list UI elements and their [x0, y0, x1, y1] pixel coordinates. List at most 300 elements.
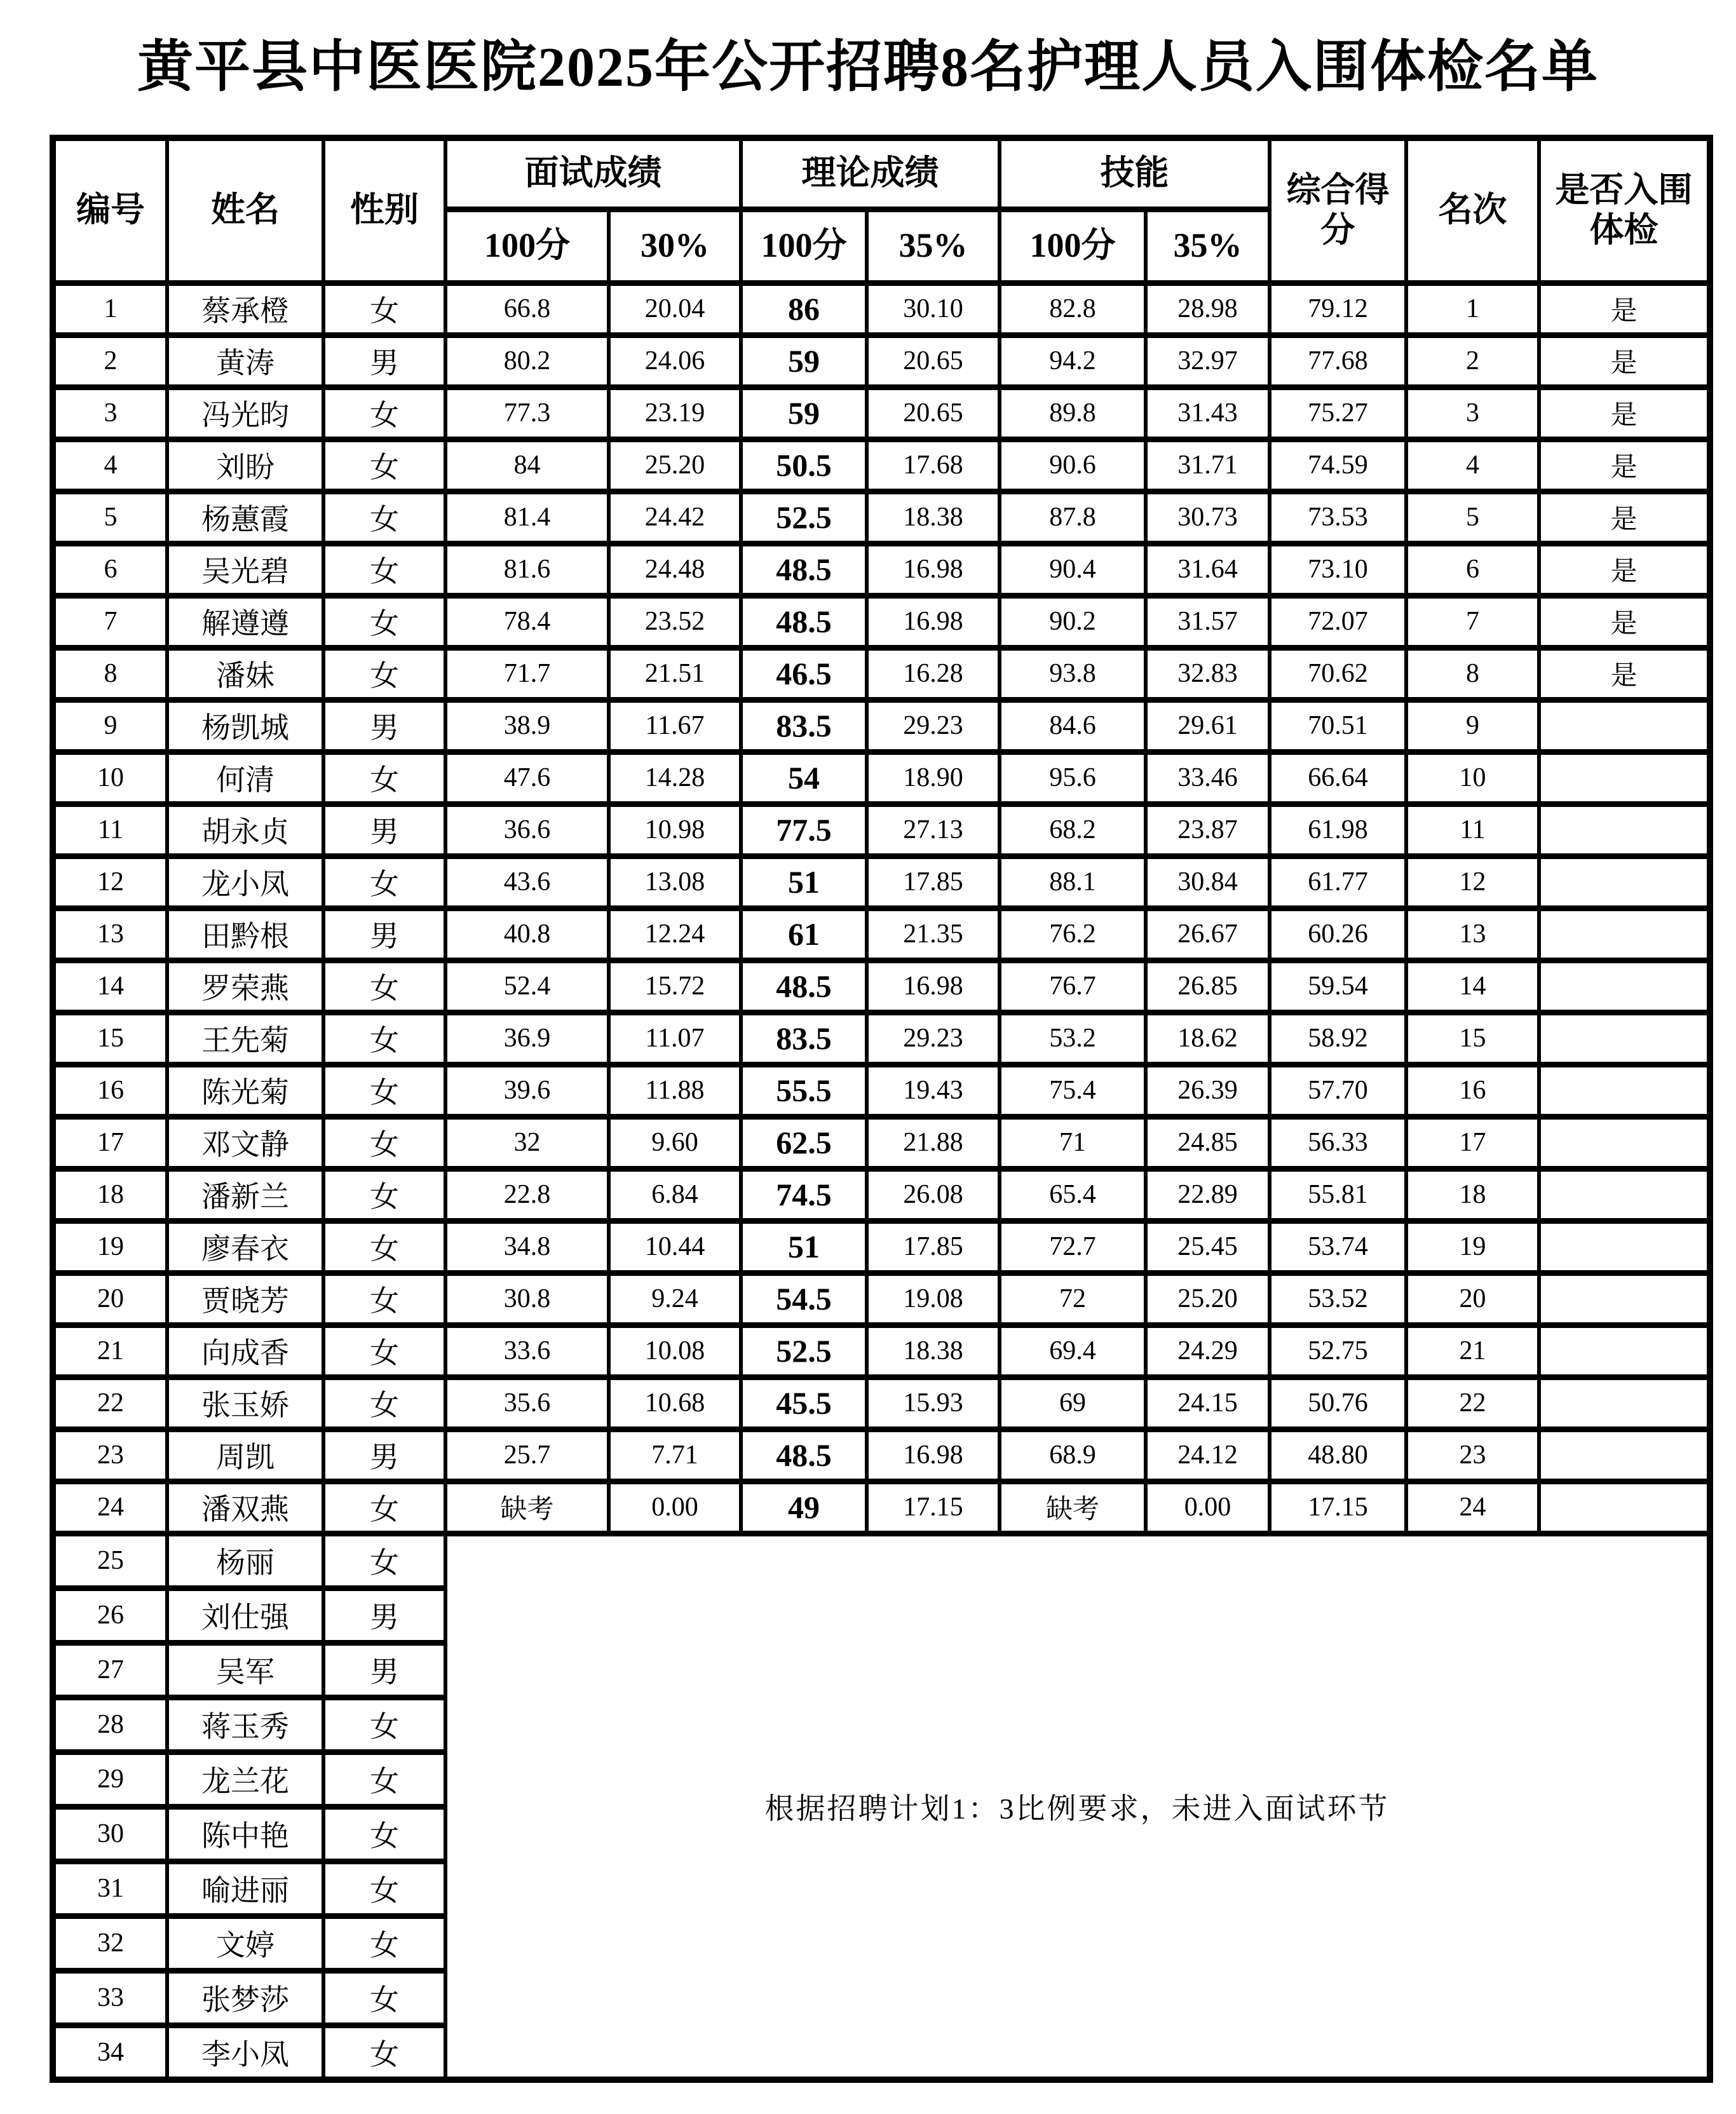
interview-score: 81.4	[445, 491, 609, 543]
interview-score: 32	[445, 1116, 609, 1169]
skill-weighted: 25.45	[1146, 1221, 1270, 1273]
rank-cell: 15	[1406, 1012, 1539, 1064]
theory-score: 54.5	[741, 1273, 867, 1325]
skill-weighted: 26.67	[1146, 908, 1270, 960]
rank-cell: 12	[1406, 856, 1539, 908]
candidate-name: 何清	[167, 752, 323, 804]
interview-score: 43.6	[445, 856, 609, 908]
theory-weighted: 16.98	[867, 960, 1000, 1012]
gender-cell: 男	[323, 1429, 445, 1481]
skill-score: 53.2	[1000, 1012, 1146, 1064]
gender-cell: 女	[323, 387, 445, 439]
candidate-name: 田黔根	[167, 908, 323, 960]
theory-weighted: 27.13	[867, 804, 1000, 856]
skill-score: 84.6	[1000, 700, 1146, 752]
theory-score: 51	[741, 856, 867, 908]
candidate-name: 张梦莎	[167, 1970, 323, 2025]
candidate-name: 王先菊	[167, 1012, 323, 1064]
table-row	[53, 856, 1710, 908]
shortlist-cell	[1539, 1221, 1710, 1273]
interview-weighted: 14.28	[609, 752, 741, 804]
theory-weighted: 29.23	[867, 700, 1000, 752]
row-no: 7	[53, 595, 167, 647]
interview-score: 84	[445, 439, 609, 491]
table-row	[53, 1116, 1710, 1169]
candidate-name: 陈光菊	[167, 1064, 323, 1116]
interview-score: 缺考	[445, 1481, 609, 1533]
table-row	[53, 491, 1710, 543]
total-score: 73.53	[1270, 491, 1406, 543]
table-row	[53, 1533, 1710, 1588]
theory-weighted: 19.43	[867, 1064, 1000, 1116]
interview-score: 38.9	[445, 700, 609, 752]
rank-cell: 19	[1406, 1221, 1539, 1273]
skill-score: 71	[1000, 1116, 1146, 1169]
skill-weighted: 32.83	[1146, 647, 1270, 700]
row-no: 9	[53, 700, 167, 752]
interview-weighted: 11.07	[609, 1012, 741, 1064]
row-no: 15	[53, 1012, 167, 1064]
shortlist-cell	[1539, 1064, 1710, 1116]
gender-cell: 女	[323, 1012, 445, 1064]
skill-score: 82.8	[1000, 283, 1146, 335]
interview-weighted: 13.08	[609, 856, 741, 908]
total-score: 59.54	[1270, 960, 1406, 1012]
gender-cell: 女	[323, 1970, 445, 2025]
theory-weighted: 17.15	[867, 1481, 1000, 1533]
total-score: 50.76	[1270, 1377, 1406, 1429]
interview-weighted: 21.51	[609, 647, 741, 700]
rank-cell: 6	[1406, 543, 1539, 595]
shortlist-cell	[1539, 1273, 1710, 1325]
skill-score: 94.2	[1000, 335, 1146, 387]
table-row	[53, 1064, 1710, 1116]
header-theory-full: 100分	[741, 209, 867, 283]
theory-score: 59	[741, 335, 867, 387]
row-no: 25	[53, 1533, 167, 1588]
interview-weighted: 7.71	[609, 1429, 741, 1481]
table-row	[53, 595, 1710, 647]
rank-cell: 22	[1406, 1377, 1539, 1429]
row-no: 1	[53, 283, 167, 335]
skill-score: 90.4	[1000, 543, 1146, 595]
skill-weighted: 26.85	[1146, 960, 1270, 1012]
shortlist-cell	[1539, 1116, 1710, 1169]
candidate-name: 张玉娇	[167, 1377, 323, 1429]
interview-score: 78.4	[445, 595, 609, 647]
skill-score: 68.9	[1000, 1429, 1146, 1481]
table-row	[53, 960, 1710, 1012]
gender-cell: 女	[323, 1533, 445, 1588]
interview-weighted: 10.68	[609, 1377, 741, 1429]
row-no: 16	[53, 1064, 167, 1116]
table-row	[53, 1273, 1710, 1325]
rank-cell: 11	[1406, 804, 1539, 856]
shortlist-cell	[1539, 908, 1710, 960]
candidate-name: 向成香	[167, 1325, 323, 1377]
header-theory-weight: 35%	[867, 209, 1000, 283]
shortlist-cell: 是	[1539, 283, 1710, 335]
gender-cell: 女	[323, 543, 445, 595]
interview-score: 35.6	[445, 1377, 609, 1429]
theory-weighted: 18.38	[867, 1325, 1000, 1377]
total-score: 61.77	[1270, 856, 1406, 908]
row-no: 28	[53, 1697, 167, 1752]
theory-score: 52.5	[741, 491, 867, 543]
total-score: 61.98	[1270, 804, 1406, 856]
theory-weighted: 16.28	[867, 647, 1000, 700]
gender-cell: 男	[323, 908, 445, 960]
skill-weighted: 32.97	[1146, 335, 1270, 387]
row-no: 34	[53, 2025, 167, 2080]
theory-weighted: 16.98	[867, 595, 1000, 647]
shortlist-cell: 是	[1539, 387, 1710, 439]
candidate-name: 廖春衣	[167, 1221, 323, 1273]
interview-weighted: 9.60	[609, 1116, 741, 1169]
skill-score: 72.7	[1000, 1221, 1146, 1273]
skill-weighted: 18.62	[1146, 1012, 1270, 1064]
table-row	[53, 283, 1710, 335]
table-row	[53, 387, 1710, 439]
skill-weighted: 23.87	[1146, 804, 1270, 856]
skill-score: 90.2	[1000, 595, 1146, 647]
skill-score: 69	[1000, 1377, 1146, 1429]
row-no: 17	[53, 1116, 167, 1169]
shortlist-cell: 是	[1539, 543, 1710, 595]
skill-score: 89.8	[1000, 387, 1146, 439]
shortlist-cell	[1539, 1325, 1710, 1377]
row-no: 32	[53, 1916, 167, 1970]
header-no: 编号	[53, 138, 167, 283]
row-no: 3	[53, 387, 167, 439]
interview-weighted: 24.42	[609, 491, 741, 543]
interview-score: 30.8	[445, 1273, 609, 1325]
table-row	[53, 439, 1710, 491]
interview-score: 25.7	[445, 1429, 609, 1481]
theory-weighted: 15.93	[867, 1377, 1000, 1429]
interview-weighted: 6.84	[609, 1169, 741, 1221]
total-score: 74.59	[1270, 439, 1406, 491]
rank-cell: 1	[1406, 283, 1539, 335]
shortlist-cell: 是	[1539, 491, 1710, 543]
rank-cell: 7	[1406, 595, 1539, 647]
skill-score: 76.7	[1000, 960, 1146, 1012]
shortlist-cell	[1539, 752, 1710, 804]
candidate-name: 潘双燕	[167, 1481, 323, 1533]
gender-cell: 女	[323, 283, 445, 335]
candidate-name: 龙小凤	[167, 856, 323, 908]
interview-score: 80.2	[445, 335, 609, 387]
gender-cell: 女	[323, 1377, 445, 1429]
interview-score: 66.8	[445, 283, 609, 335]
theory-weighted: 30.10	[867, 283, 1000, 335]
rank-cell: 8	[1406, 647, 1539, 700]
gender-cell: 女	[323, 1273, 445, 1325]
skill-weighted: 31.71	[1146, 439, 1270, 491]
row-no: 8	[53, 647, 167, 700]
shortlist-cell: 是	[1539, 335, 1710, 387]
skill-score: 90.6	[1000, 439, 1146, 491]
candidate-name: 吴军	[167, 1643, 323, 1697]
gender-cell: 男	[323, 1588, 445, 1643]
shortlist-cell	[1539, 1377, 1710, 1429]
skill-weighted: 25.20	[1146, 1273, 1270, 1325]
table-row	[53, 1429, 1710, 1481]
interview-weighted: 10.08	[609, 1325, 741, 1377]
interview-weighted: 12.24	[609, 908, 741, 960]
rank-cell: 14	[1406, 960, 1539, 1012]
total-score: 48.80	[1270, 1429, 1406, 1481]
row-no: 24	[53, 1481, 167, 1533]
total-score: 72.07	[1270, 595, 1406, 647]
interview-weighted: 25.20	[609, 439, 741, 491]
theory-weighted: 16.98	[867, 1429, 1000, 1481]
skill-weighted: 24.12	[1146, 1429, 1270, 1481]
theory-score: 46.5	[741, 647, 867, 700]
skill-weighted: 0.00	[1146, 1481, 1270, 1533]
candidate-name: 文婷	[167, 1916, 323, 1970]
skill-score: 88.1	[1000, 856, 1146, 908]
gender-cell: 女	[323, 2025, 445, 2080]
total-score: 53.52	[1270, 1273, 1406, 1325]
candidate-name: 喻进丽	[167, 1861, 323, 1916]
skill-score: 95.6	[1000, 752, 1146, 804]
interview-weighted: 20.04	[609, 283, 741, 335]
interview-score: 39.6	[445, 1064, 609, 1116]
row-no: 2	[53, 335, 167, 387]
table-row	[53, 752, 1710, 804]
row-no: 10	[53, 752, 167, 804]
candidate-name: 龙兰花	[167, 1752, 323, 1806]
header-total: 综合得分	[1270, 138, 1406, 283]
interview-weighted: 11.88	[609, 1064, 741, 1116]
theory-score: 49	[741, 1481, 867, 1533]
shortlist-cell	[1539, 700, 1710, 752]
total-score: 60.26	[1270, 908, 1406, 960]
interview-score: 47.6	[445, 752, 609, 804]
total-score: 73.10	[1270, 543, 1406, 595]
interview-score: 40.8	[445, 908, 609, 960]
skill-weighted: 33.46	[1146, 752, 1270, 804]
theory-score: 48.5	[741, 543, 867, 595]
rank-cell: 21	[1406, 1325, 1539, 1377]
candidate-name: 潘新兰	[167, 1169, 323, 1221]
gender-cell: 女	[323, 1325, 445, 1377]
rank-cell: 4	[1406, 439, 1539, 491]
row-no: 4	[53, 439, 167, 491]
row-no: 31	[53, 1861, 167, 1916]
rank-cell: 16	[1406, 1064, 1539, 1116]
shortlist-cell: 是	[1539, 647, 1710, 700]
theory-score: 83.5	[741, 700, 867, 752]
gender-cell: 女	[323, 856, 445, 908]
theory-weighted: 18.90	[867, 752, 1000, 804]
total-score: 58.92	[1270, 1012, 1406, 1064]
gender-cell: 女	[323, 752, 445, 804]
candidate-name: 李小凤	[167, 2025, 323, 2080]
rank-cell: 18	[1406, 1169, 1539, 1221]
gender-cell: 女	[323, 960, 445, 1012]
table-row	[53, 1377, 1710, 1429]
header-gender: 性别	[323, 138, 445, 283]
table-row	[53, 1169, 1710, 1221]
total-score: 79.12	[1270, 283, 1406, 335]
theory-weighted: 29.23	[867, 1012, 1000, 1064]
gender-cell: 女	[323, 439, 445, 491]
interview-weighted: 10.98	[609, 804, 741, 856]
shortlist-cell	[1539, 1012, 1710, 1064]
total-score: 52.75	[1270, 1325, 1406, 1377]
interview-score: 81.6	[445, 543, 609, 595]
shortlist-cell	[1539, 1481, 1710, 1533]
header-name: 姓名	[167, 138, 323, 283]
skill-score: 72	[1000, 1273, 1146, 1325]
table-row	[53, 700, 1710, 752]
gender-cell: 男	[323, 1643, 445, 1697]
row-no: 20	[53, 1273, 167, 1325]
row-no: 21	[53, 1325, 167, 1377]
table-row	[53, 647, 1710, 700]
note-cell: 根据招聘计划1：3比例要求，未进入面试环节	[445, 1533, 1710, 2080]
total-score: 55.81	[1270, 1169, 1406, 1221]
skill-weighted: 30.73	[1146, 491, 1270, 543]
table-row	[53, 543, 1710, 595]
theory-weighted: 18.38	[867, 491, 1000, 543]
theory-score: 52.5	[741, 1325, 867, 1377]
interview-score: 22.8	[445, 1169, 609, 1221]
header-theory-group: 理论成绩	[741, 138, 1000, 209]
row-no: 12	[53, 856, 167, 908]
interview-score: 36.9	[445, 1012, 609, 1064]
gender-cell: 女	[323, 1481, 445, 1533]
shortlist-cell	[1539, 804, 1710, 856]
total-score: 17.15	[1270, 1481, 1406, 1533]
theory-weighted: 26.08	[867, 1169, 1000, 1221]
skill-score: 93.8	[1000, 647, 1146, 700]
page-title: 黄平县中医医院2025年公开招聘8名护理人员入围体检名单	[137, 37, 1599, 98]
candidate-name: 刘盼	[167, 439, 323, 491]
skill-score: 69.4	[1000, 1325, 1146, 1377]
candidate-name: 刘仕强	[167, 1588, 323, 1643]
skill-weighted: 22.89	[1146, 1169, 1270, 1221]
theory-weighted: 19.08	[867, 1273, 1000, 1325]
row-no: 19	[53, 1221, 167, 1273]
interview-score: 52.4	[445, 960, 609, 1012]
candidate-name: 胡永贞	[167, 804, 323, 856]
theory-weighted: 20.65	[867, 335, 1000, 387]
skill-score: 65.4	[1000, 1169, 1146, 1221]
rank-cell: 10	[1406, 752, 1539, 804]
table-row	[53, 1481, 1710, 1533]
gender-cell: 女	[323, 1116, 445, 1169]
candidate-name: 潘妹	[167, 647, 323, 700]
skill-score: 75.4	[1000, 1064, 1146, 1116]
interview-weighted: 9.24	[609, 1273, 741, 1325]
table-body	[53, 283, 1710, 2080]
theory-score: 83.5	[741, 1012, 867, 1064]
theory-score: 55.5	[741, 1064, 867, 1116]
interview-score: 71.7	[445, 647, 609, 700]
interview-score: 77.3	[445, 387, 609, 439]
theory-score: 48.5	[741, 595, 867, 647]
row-no: 29	[53, 1752, 167, 1806]
row-no: 27	[53, 1643, 167, 1697]
interview-weighted: 15.72	[609, 960, 741, 1012]
interview-weighted: 23.19	[609, 387, 741, 439]
shortlist-cell	[1539, 960, 1710, 1012]
total-score: 77.68	[1270, 335, 1406, 387]
interview-score: 33.6	[445, 1325, 609, 1377]
candidate-name: 吴光碧	[167, 543, 323, 595]
header-shortlist: 是否入围体检	[1539, 138, 1710, 283]
row-no: 14	[53, 960, 167, 1012]
table-row	[53, 1221, 1710, 1273]
table-row	[53, 908, 1710, 960]
gender-cell: 女	[323, 1861, 445, 1916]
theory-weighted: 16.98	[867, 543, 1000, 595]
interview-weighted: 23.52	[609, 595, 741, 647]
total-score: 57.70	[1270, 1064, 1406, 1116]
shortlist-cell	[1539, 1429, 1710, 1481]
skill-weighted: 24.15	[1146, 1377, 1270, 1429]
interview-weighted: 24.48	[609, 543, 741, 595]
shortlist-cell: 是	[1539, 439, 1710, 491]
gender-cell: 女	[323, 1752, 445, 1806]
gender-cell: 女	[323, 1169, 445, 1221]
total-score: 66.64	[1270, 752, 1406, 804]
row-no: 30	[53, 1806, 167, 1861]
theory-score: 86	[741, 283, 867, 335]
rank-cell: 9	[1406, 700, 1539, 752]
candidate-name: 杨凯城	[167, 700, 323, 752]
rank-cell: 23	[1406, 1429, 1539, 1481]
rank-cell: 3	[1406, 387, 1539, 439]
interview-score: 36.6	[445, 804, 609, 856]
table-row	[53, 1012, 1710, 1064]
theory-score: 51	[741, 1221, 867, 1273]
candidate-name: 冯光昀	[167, 387, 323, 439]
row-no: 23	[53, 1429, 167, 1481]
candidate-name: 解遵遵	[167, 595, 323, 647]
theory-weighted: 21.35	[867, 908, 1000, 960]
candidate-name: 黄涛	[167, 335, 323, 387]
header-interview-group: 面试成绩	[445, 138, 741, 209]
theory-score: 62.5	[741, 1116, 867, 1169]
theory-score: 61	[741, 908, 867, 960]
candidate-name: 杨丽	[167, 1533, 323, 1588]
theory-score: 45.5	[741, 1377, 867, 1429]
skill-score: 68.2	[1000, 804, 1146, 856]
skill-weighted: 29.61	[1146, 700, 1270, 752]
theory-score: 48.5	[741, 960, 867, 1012]
candidate-name: 蔡承橙	[167, 283, 323, 335]
total-score: 56.33	[1270, 1116, 1406, 1169]
row-no: 11	[53, 804, 167, 856]
candidate-name: 杨蕙霞	[167, 491, 323, 543]
header-skill-weight: 35%	[1146, 209, 1270, 283]
interview-weighted: 11.67	[609, 700, 741, 752]
total-score: 70.62	[1270, 647, 1406, 700]
rank-cell: 17	[1406, 1116, 1539, 1169]
candidate-name: 罗荣燕	[167, 960, 323, 1012]
header-interview-weight: 30%	[609, 209, 741, 283]
total-score: 53.74	[1270, 1221, 1406, 1273]
row-no: 6	[53, 543, 167, 595]
shortlist-cell	[1539, 856, 1710, 908]
gender-cell: 女	[323, 1916, 445, 1970]
candidate-name: 蒋玉秀	[167, 1697, 323, 1752]
skill-weighted: 24.29	[1146, 1325, 1270, 1377]
